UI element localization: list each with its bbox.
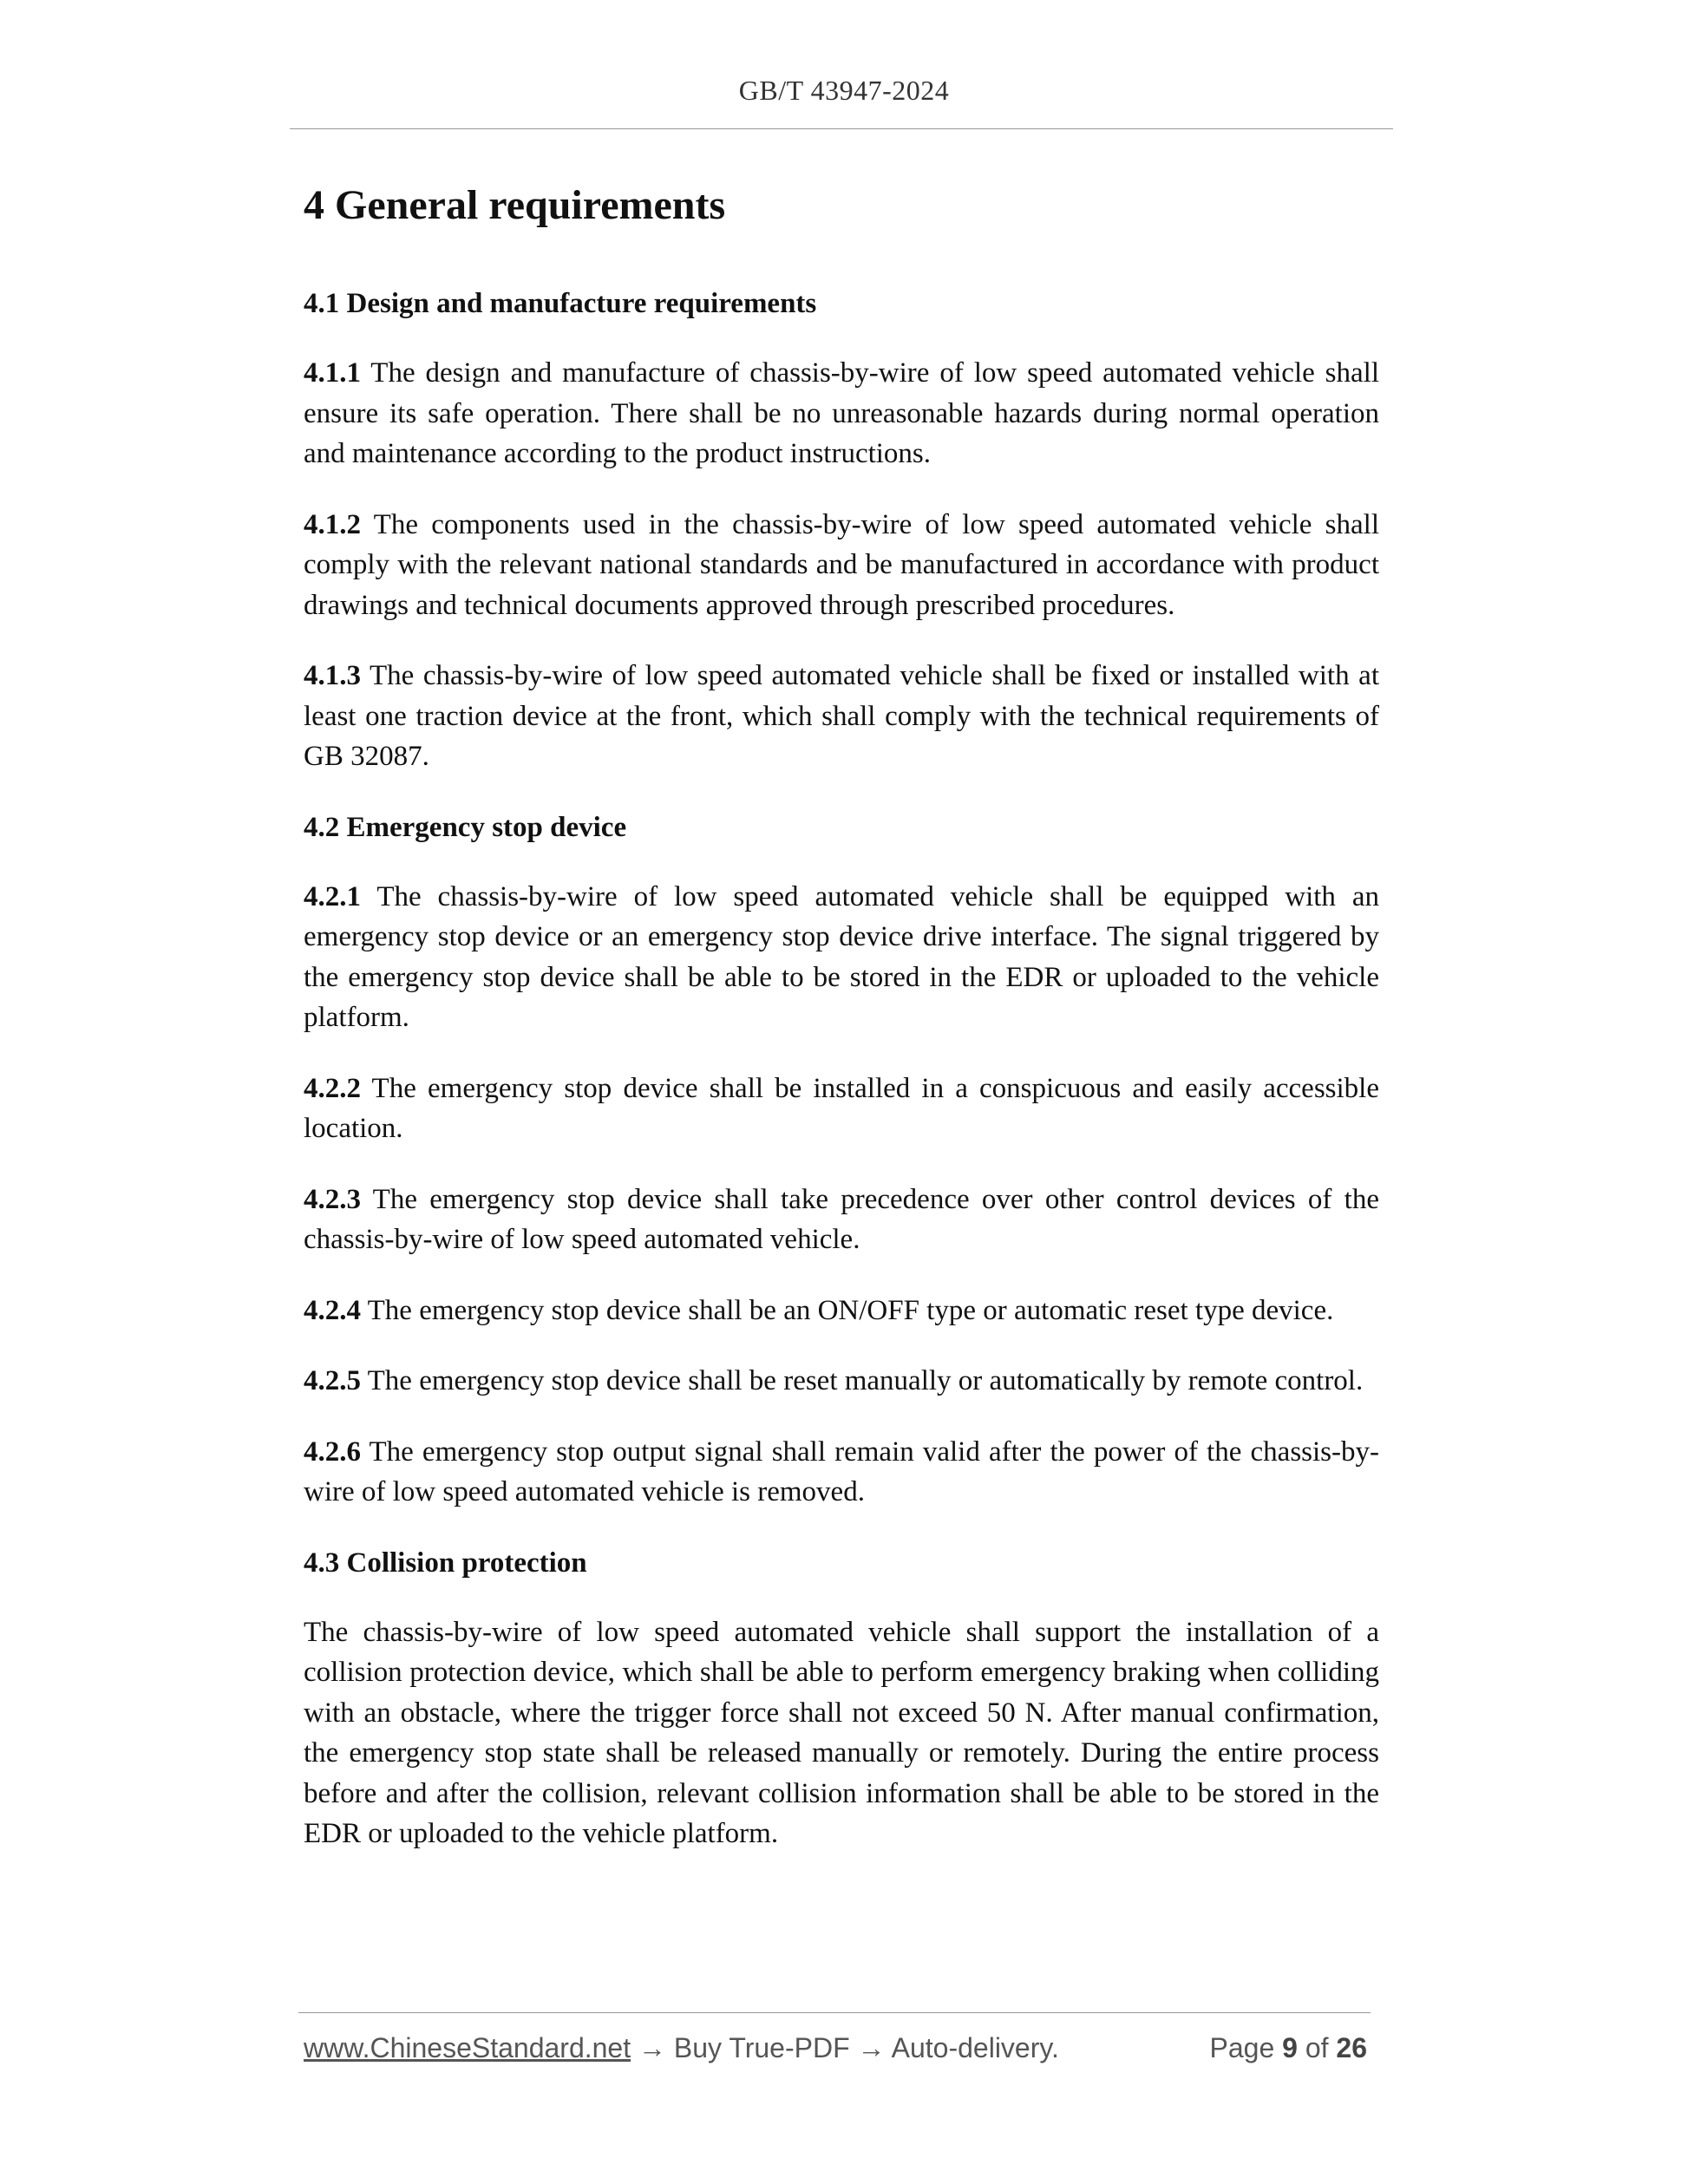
footer-divider — [298, 2012, 1371, 2013]
header-divider — [290, 128, 1393, 129]
clause-text: The emergency stop device shall be reset manually or automatically by remote control. — [361, 1365, 1364, 1396]
clause-4-2-5 — [304, 1361, 1379, 1402]
clause-4-2-3 — [304, 1180, 1379, 1260]
clause-4-2-1 — [304, 877, 1379, 1038]
clause-text: The chassis-by-wire of low speed automated vehicle shall be equipped with an emergency stop device or an emergency stop device drive interface. The signal triggered by the emergency stop device shall be able to be stored in the EDR or uploaded to the vehicle platform. — [304, 880, 1379, 1033]
clause-text: The emergency stop output signal shall remain valid after the power of the chassis-by-wire of low speed automated vehicle is removed. — [304, 1435, 1379, 1507]
clause-text: The design and manufacture of chassis-by-wire of low speed automated vehicle shall ensure its safe operation. There shall be no unreasonable hazards during normal operation and maintenance according to the product instructions. — [304, 357, 1379, 469]
clause-number: 4.1.3 — [304, 660, 361, 691]
clause-number: 4.1.2 — [304, 508, 361, 540]
subsection-title-4-2: 4.2 Emergency stop device — [304, 811, 627, 843]
clause-number: 4.2.5 — [304, 1365, 361, 1396]
footer-promo — [304, 2032, 1059, 2064]
clause-number: 4.2.4 — [304, 1294, 361, 1326]
clause-number: 4.2.2 — [304, 1072, 361, 1104]
clause-text: The chassis-by-wire of low speed automated vehicle shall be fixed or installed with at least one traction device at the front, which shall comply with the technical requirements of GB 32087. — [304, 660, 1379, 772]
document-body — [304, 178, 1379, 1885]
page-label: Page — [1209, 2032, 1283, 2063]
clause-number: 4.1.1 — [304, 357, 361, 389]
promo-text: → Buy True-PDF → Auto-delivery. — [631, 2032, 1059, 2063]
section-title: 4 General requirements — [304, 182, 726, 228]
clause-text: The emergency stop device shall be installed in a conspicuous and easily accessible location. — [304, 1072, 1379, 1144]
clause-text: The emergency stop device shall take precedence over other control devices of the chassis-by-wire of low speed automated vehicle. — [304, 1183, 1379, 1255]
subsection-title-4-3: 4.3 Collision protection — [304, 1546, 587, 1579]
page-current: 9 — [1282, 2032, 1298, 2063]
page-number — [1210, 2032, 1367, 2064]
page-of: of — [1297, 2032, 1337, 2063]
clause-4-1-1 — [304, 353, 1379, 474]
clause-text: The emergency stop device shall be an ON/OFF type or automatic reset type device. — [361, 1294, 1334, 1326]
clause-4-2-4 — [304, 1291, 1379, 1331]
clause-4-2-2 — [304, 1069, 1379, 1149]
clause-4-1-2 — [304, 505, 1379, 626]
clause-number: 4.2.6 — [304, 1435, 361, 1468]
clause-text: The components used in the chassis-by-wire of low speed automated vehicle shall comply with the relevant national standards and be manufactured in accordance with product drawings and technical documents approved through prescribed procedures. — [304, 508, 1379, 621]
subsection-title-4-1: 4.1 Design and manufacture requirements — [304, 288, 817, 319]
clause-number: 4.2.1 — [304, 880, 361, 912]
page-total: 26 — [1336, 2032, 1367, 2063]
page-header: GB/T 43947-2024 — [738, 75, 950, 106]
clause-number: 4.2.3 — [304, 1183, 361, 1215]
site-link[interactable]: www.ChineseStandard.net — [304, 2032, 631, 2063]
clause-4-2-6 — [304, 1432, 1379, 1513]
clause-4-3-body: The chassis-by-wire of low speed automated vehicle shall support the installation of a collision protection device, which shall be able to perform emergency braking when colliding with an obstacle, where the trigger force shall not exceed 50 N. After manual confirmation, the emergency stop state shall be released manually or remotely. During the entire process before and after the collision, relevant collision information shall be able to be stored in the EDR or uploaded to the vehicle platform. — [304, 1616, 1379, 1849]
clause-4-1-3 — [304, 656, 1379, 777]
